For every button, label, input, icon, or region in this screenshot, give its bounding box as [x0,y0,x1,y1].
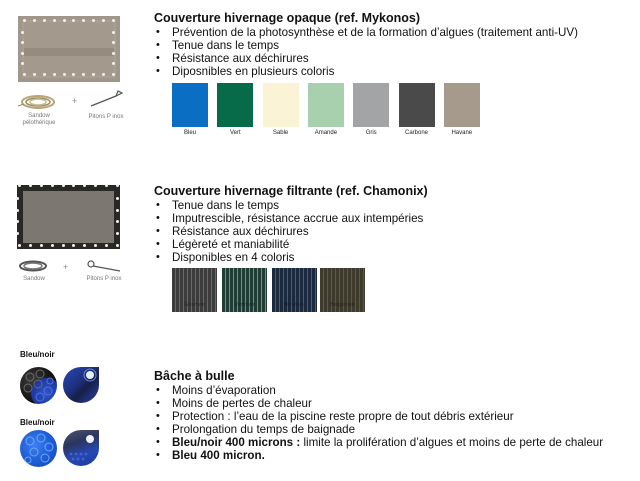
bullet-item: • Résistance aux déchirures [154,52,578,65]
bullet-item: • Tenue dans le temps [154,39,578,52]
filter-cover-image [17,185,120,249]
bubble-cover-bleu-noir-image [20,367,57,404]
bubble-cover-bleu-image [20,430,57,467]
section-title-filtrante: Couverture hivernage filtrante (ref. Chamonix) [154,184,428,198]
pitons-label: Pitons P inox [88,114,124,120]
sandow-label: Sandow pélothérique [22,113,56,126]
filter-color-swatch [272,268,317,312]
color-swatch-label: Vert [229,130,241,136]
color-swatch-label: Amande [314,130,338,136]
plus-sign: + [72,96,78,106]
bullet-item: • Résistance aux déchirures [154,225,423,238]
variant-label: Bleu/noir [20,350,55,359]
piton-hook-icon [86,259,122,273]
sandow-label: Sandow [23,276,45,282]
bullet-item: • Disponibles en 4 coloris [154,251,423,264]
color-swatch [353,83,389,127]
bullet-item: • Diposnibles en plusieurs coloris [154,65,578,78]
bullet-item: • Bleu 400 micron. [154,449,603,462]
bubble-cover-bleu-noir-detail-image [63,367,99,403]
color-swatch-label: Bleu [183,130,196,136]
bullet-item: • Bleu/noir 400 microns : limite la prolifération d’algues et moins de perte de chaleur [154,436,603,449]
bullet-item: • Tenue dans le temps [154,199,423,212]
bullet-item: • Moins d’évaporation [154,384,603,397]
eyelets [22,20,116,78]
bullet-list-filtrante [154,199,423,264]
pitons-label: Pitons P inox [86,276,122,282]
bullet-list-bulle [154,384,603,462]
bullet-item: • Moins de pertes de chaleur [154,397,603,410]
sandow-rope-icon [16,259,50,273]
color-swatch [399,83,435,127]
filter-color-swatch [320,268,365,312]
color-swatch-label: Carbone [404,130,428,136]
sandow-rope-icon [16,92,60,112]
piton-hook-icon [88,90,124,108]
bullet-item: • Légèreté et maniabilité [154,238,423,251]
color-swatch-label: Havane [451,130,473,136]
bullet-item: • Protection : l’eau de la piscine reste propre de tout débris extérieur [154,410,603,423]
color-swatch-label: Gris [365,130,377,136]
color-swatch [444,83,480,127]
filter-color-swatch-label: Gris/noir [184,302,205,308]
section-title-bulle: Bâche à bulle [154,369,235,383]
filter-color-swatch [172,268,217,312]
color-swatch [308,83,344,127]
bullet-list-opaque [154,26,578,78]
bubble-cover-bleu-detail-image [63,430,99,466]
plus-sign: + [63,262,69,272]
color-swatch [263,83,299,127]
filter-color-swatch-label: Beige/noir [330,302,355,308]
color-swatch [217,83,253,127]
color-swatch-label: Sable [272,130,289,136]
bullet-item: • Imputrescible, résistance accrue aux intempéries [154,212,423,225]
eyelets [17,185,120,249]
opaque-cover-image [18,16,120,82]
color-swatch [172,83,208,127]
variant-label: Bleu/noir [20,418,55,427]
filter-color-swatch-label: Vert/noir [234,302,255,308]
bullet-item: • Prolongation du temps de baignade [154,423,603,436]
bullet-item: • Prévention de la photosynthèse et de la formation d’algues (traitement anti-UV) [154,26,578,39]
filter-color-swatch [222,268,267,312]
section-title-opaque: Couverture hivernage opaque (ref. Mykonos) [154,11,421,25]
filter-color-swatch-label: Bleu/noir [283,302,306,308]
